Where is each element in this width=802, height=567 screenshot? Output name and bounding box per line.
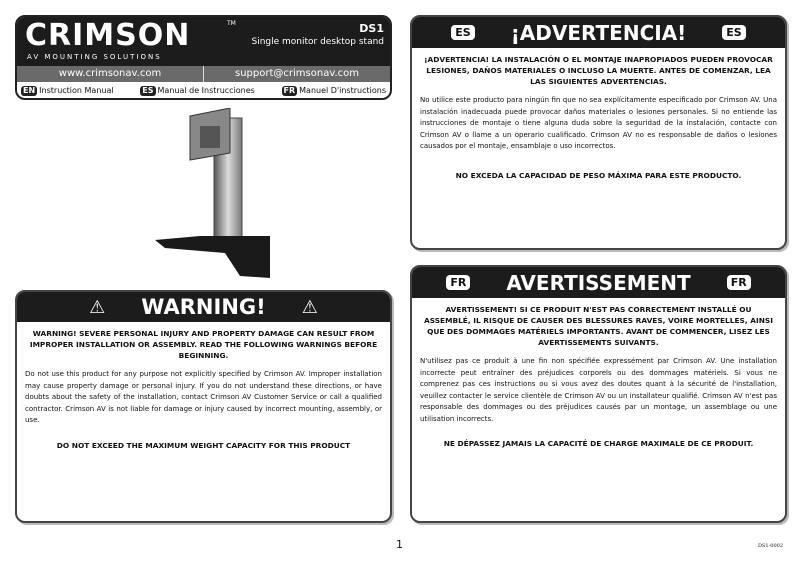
warning-triangle-icon: ⚠ xyxy=(89,296,106,318)
trademark: TM xyxy=(227,20,236,27)
lang-en xyxy=(21,86,114,96)
model-number: DS1 xyxy=(359,22,384,35)
lang-es xyxy=(140,86,255,96)
document-code: DS1-0002 xyxy=(758,543,784,549)
weight-capacity-note: DO NOT EXCEED THE MAXIMUM WEIGHT CAPACITY FOR THIS PRODUCT xyxy=(56,440,351,450)
warning-title: AVERTISSEMENT xyxy=(506,270,691,295)
lang-badge-es: ES xyxy=(451,25,474,40)
warning-body: No utilice este producto para ningún fin que no sea explícitamente especificado por Crimson AV. Una instalación inadecuada puede provocar daños materiales o lesiones personales. Si no entiende las instrucciones de montaje o tiene alguna duda sobre la seguridad de la instalación, contacte con Crimson AV o llame a un operario cualificado. Crimson AV no es responsable de daños o lesiones causados por el montaje, ensamblaje o uso incorrectos. xyxy=(420,96,777,150)
warning-title: WARNING! xyxy=(141,295,266,319)
lang-label: Manuel D'instructions xyxy=(299,86,386,95)
support-email[interactable]: support@crimsonav.com xyxy=(235,68,359,79)
warning-title: ¡ADVERTENCIA! xyxy=(510,20,687,45)
warning-lead: ¡ADVERTENCIA! LA INSTALACIÓN O EL MONTAJE INAPROPIADOS PUEDEN PROVOCAR LESIONES, DAÑOS MATERIALES O INCLUSO LA MUERTE. ANTES DE COMENZAR, LEA LAS SIGUIENTES ADVERTENCIAS. xyxy=(424,55,773,86)
warning-lead: WARNING! SEVERE PERSONAL INJURY AND PROPERTY DAMAGE CAN RESULT FROM IMPROPER INSTALLATION OR ASSEMBLY. READ THE FOLLOWING WARNINGS BEFORE BEGINNING. xyxy=(29,329,378,360)
lang-badge: ES xyxy=(142,86,154,95)
warning-fr-panel xyxy=(410,265,787,523)
warning-triangle-icon: ⚠ xyxy=(301,296,318,318)
lang-badge-es: ES xyxy=(722,25,745,40)
weight-capacity-note: NE DÉPASSEZ JAMAIS LA CAPACITÉ DE CHARGE MAXIMALE DE CE PRODUIT. xyxy=(443,439,754,448)
warning-es-panel xyxy=(410,15,787,250)
lang-badge-fr: FR xyxy=(446,275,470,290)
lang-label: Instruction Manual xyxy=(39,86,114,95)
lang-fr xyxy=(282,86,386,96)
warning-body: Do not use this product for any purpose not explicitly specified by Crimson AV. Improper installation may cause property damage or personal injury. If you do not understand these directions, or have doubts about the safety of the installation, contact Crimson AV Customer Service or call a qualified contractor. Crimson AV is not liable for damage or injury caused by incorrect mounting, assembly, or use. xyxy=(25,370,382,424)
warning-lead: AVERTISSEMENT! SI CE PRODUIT N'EST PAS CORRECTEMENT INSTALLÉ OU ASSEMBLÉ, IL RISQUE DE CAUSER DES BLESSURES RAVES, VOIRE MORTELLES, AINSI QUE DES DOMMAGES MATÉRIELS IMPORTANTS. AVANT DE COMMENCER, LISEZ LES AVERTISSEMENTS SUIVANTS. xyxy=(424,305,773,347)
lang-label: Manual de Instrucciones xyxy=(157,86,255,95)
tagline: AV MOUNTING SOLUTIONS xyxy=(27,53,162,61)
website-link[interactable]: www.crimsonav.com xyxy=(17,66,204,82)
crimson-logo: CRIMSON xyxy=(25,18,191,53)
page-number: 1 xyxy=(396,538,403,551)
warning-en-panel xyxy=(15,290,392,523)
lang-badge: FR xyxy=(283,86,296,95)
product-subtitle: Single monitor desktop stand xyxy=(251,37,384,47)
lang-badge: EN xyxy=(23,86,36,95)
warning-body: N'utilisez pas ce produit à une fin non spécifiée expressément par Crimson AV. Une installation incorrecte peut entraîner des préjudices corporels ou des dommages matériels. Si vous ne comprenez pas ces instructions ou si vous avez des doutes quant à la sécurité de l'installation, veuillez contacter le service clientèle de Crimson AV ou un installateur qualifié. Crimson AV n'est pas responsable des dommages ou des préjudices causés par un montage, un assemblage ou une utilisation incorrects. xyxy=(420,357,777,423)
product-image xyxy=(130,108,280,288)
weight-capacity-note: NO EXCEDA LA CAPACIDAD DE PESO MÁXIMA PARA ESTE PRODUCTO. xyxy=(455,170,742,180)
lang-badge-fr: FR xyxy=(727,275,751,290)
header-banner xyxy=(15,15,392,100)
